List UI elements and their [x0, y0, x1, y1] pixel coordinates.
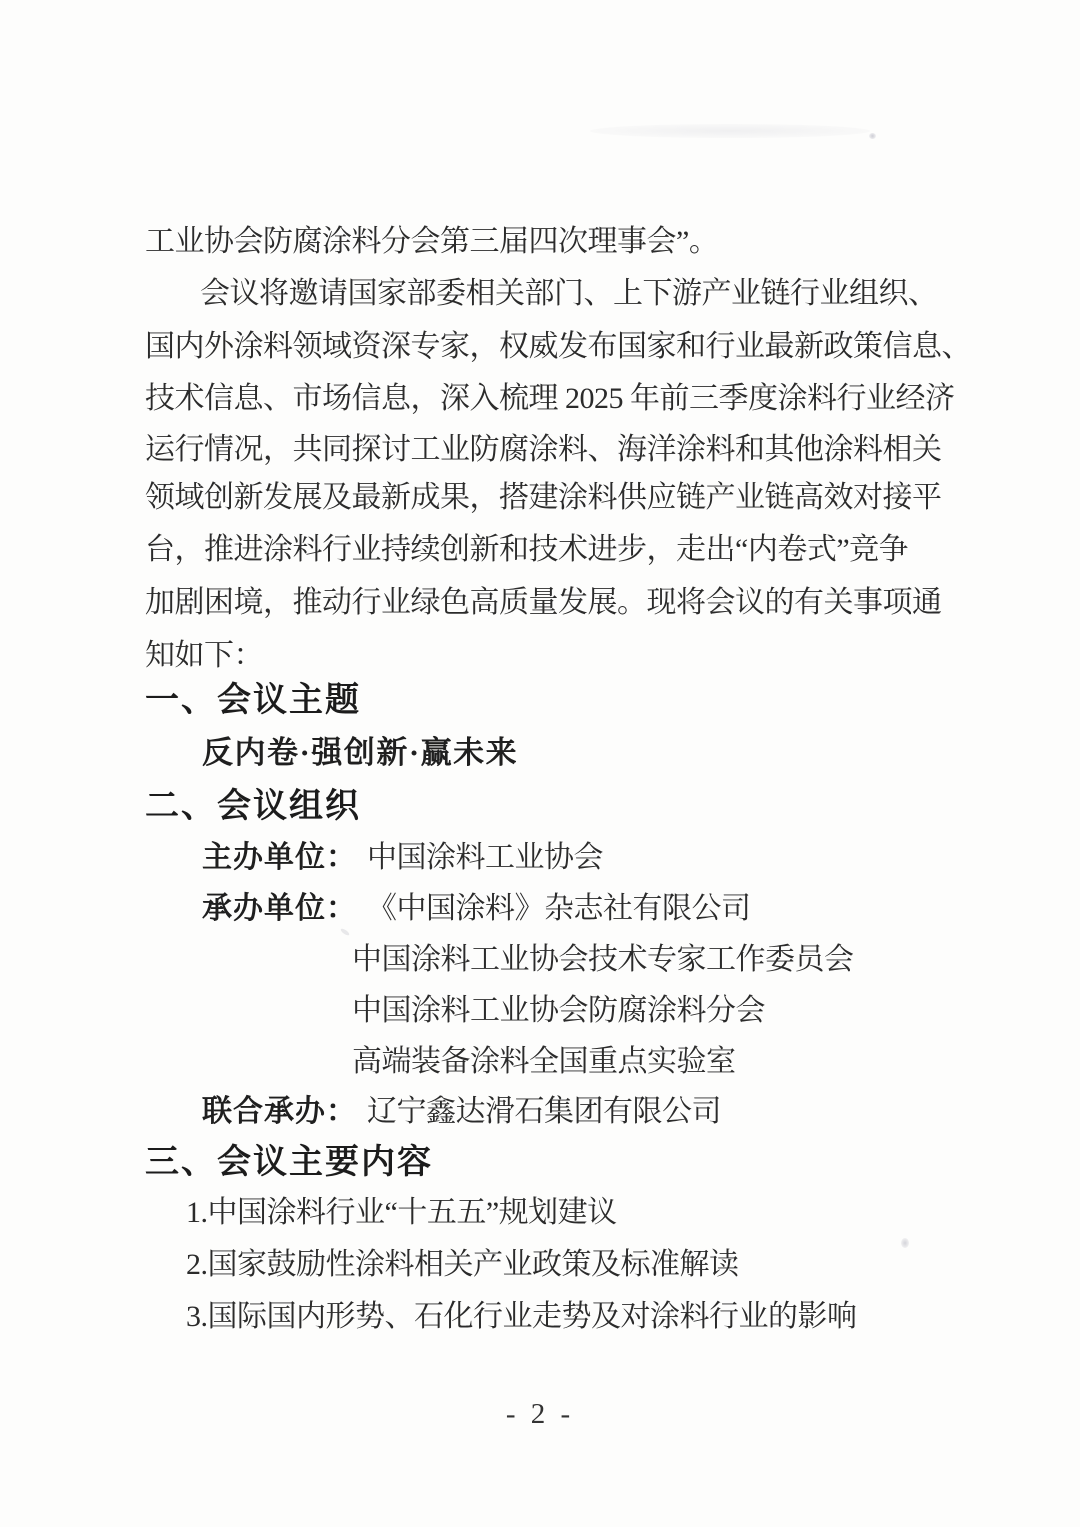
- scan-speck: [901, 1238, 909, 1248]
- intro-paragraph-line: 领域创新发展及最新成果，搭建涂料供应链产业链高效对接平: [145, 481, 942, 514]
- section-heading-meeting-theme: 一、会议主题: [145, 681, 361, 719]
- agenda-item: 3.国际国内形势、石化行业走势及对涂料行业的影响: [186, 1300, 857, 1333]
- organizer-unit-line: [202, 889, 751, 929]
- organizer-unit-continuation: 中国涂料工业协会技术专家工作委员会: [352, 943, 854, 976]
- meeting-theme-text: 反内卷·强创新·赢未来: [202, 735, 519, 770]
- organizer-unit-continuation: 高端装备涂料全国重点实验室: [352, 1045, 736, 1078]
- agenda-item: 2.国家鼓励性涂料相关产业政策及标准解读: [186, 1248, 739, 1281]
- organizer-unit-continuation: 中国涂料工业协会防腐涂料分会: [352, 994, 765, 1027]
- host-unit-value: 中国涂料工业协会: [367, 841, 603, 874]
- co-organizer-value: 辽宁鑫达滑石集团有限公司: [367, 1095, 721, 1128]
- intro-paragraph-line: 知如下：: [145, 639, 263, 672]
- co-organizer-line: [202, 1092, 721, 1132]
- host-unit-label: 主办单位：: [202, 841, 357, 874]
- paragraph-continuation-line: 工业协会防腐涂料分会第三届四次理事会”。: [145, 225, 719, 258]
- intro-paragraph-line: 会议将邀请国家部委相关部门、上下游产业链行业组织、: [200, 277, 938, 310]
- agenda-item: 1.中国涂料行业“十五五”规划建议: [186, 1196, 617, 1229]
- section-heading-meeting-organization: 二、会议组织: [145, 787, 361, 825]
- organizer-unit-value: 《中国涂料》杂志社有限公司: [367, 892, 751, 925]
- intro-paragraph-line: 国内外涂料领域资深专家，权威发布国家和行业最新政策信息、: [145, 330, 971, 363]
- intro-paragraph-line: 加剧困境，推动行业绿色高质量发展。现将会议的有关事项通: [145, 586, 942, 619]
- organizer-unit-label: 承办单位：: [202, 892, 357, 925]
- section-heading-meeting-main-content: 三、会议主要内容: [145, 1143, 433, 1181]
- host-unit-line: [202, 838, 603, 878]
- intro-paragraph-line: 技术信息、市场信息，深入梳理 2025 年前三季度涂料行业经济: [145, 382, 955, 415]
- intro-paragraph-line: 台，推进涂料行业持续创新和技术进步，走出“内卷式”竞争: [145, 533, 909, 566]
- scan-speck: [869, 133, 876, 139]
- intro-paragraph-line: 运行情况，共同探讨工业防腐涂料、海洋涂料和其他涂料相关: [145, 433, 942, 466]
- co-organizer-label: 联合承办：: [202, 1095, 357, 1128]
- page-number: - 2 -: [505, 1398, 575, 1430]
- scan-smudge: [590, 124, 870, 138]
